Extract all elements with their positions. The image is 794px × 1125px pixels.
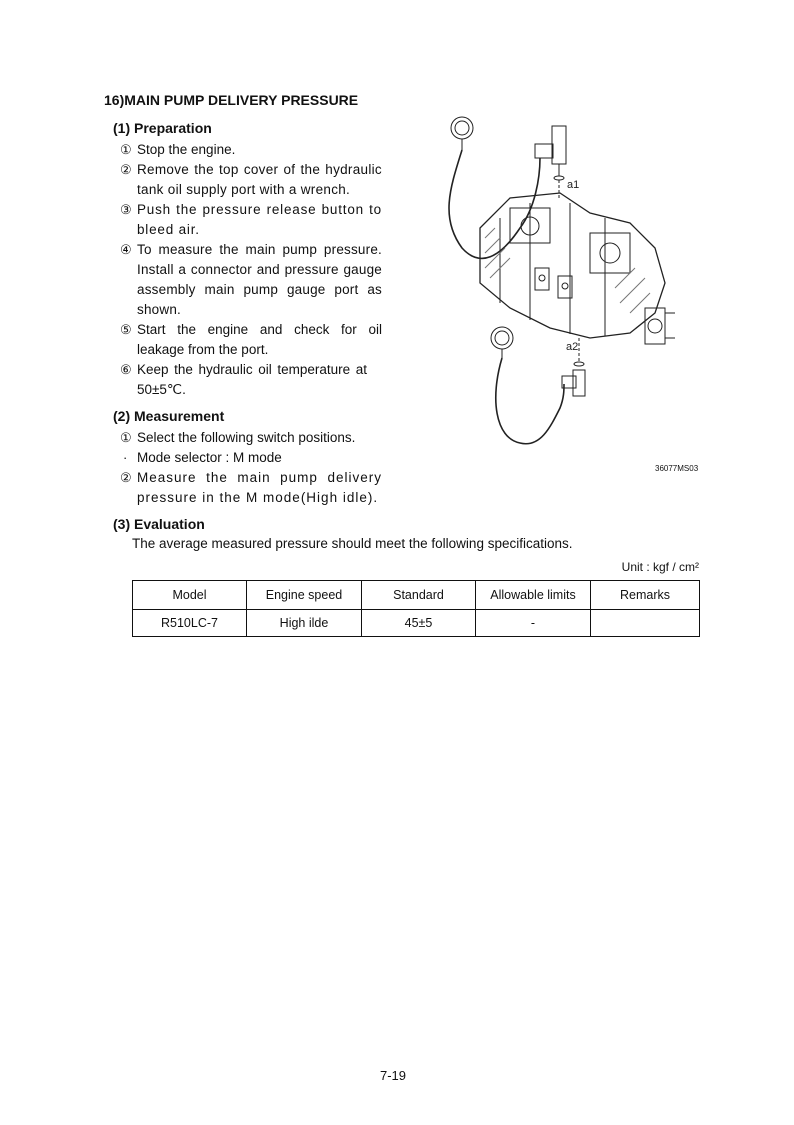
spec-table	[132, 580, 700, 637]
header-engine-speed: Engine speed	[247, 581, 362, 610]
prep-step-5	[120, 320, 382, 360]
step-number: ②	[120, 470, 132, 485]
table-row	[133, 610, 700, 637]
section-heading: 16)MAIN PUMP DELIVERY PRESSURE	[104, 92, 359, 108]
cell-model: R510LC-7	[133, 610, 247, 637]
prep-step-4	[120, 240, 382, 320]
pump-diagram	[440, 108, 700, 458]
bullet: ·	[123, 450, 128, 465]
cell-standard: 45±5	[362, 610, 476, 637]
header-standard: Standard	[362, 581, 476, 610]
step-number: ④	[120, 242, 132, 257]
prep-step-3	[120, 200, 382, 240]
preparation-title: (1) Preparation	[113, 120, 212, 136]
prep-step-6	[120, 360, 382, 400]
step-text: Measure the main pump delivery pressure in the M mode(High idle).	[137, 470, 382, 505]
step-text: To measure the main pump pressure. Install a connector and pressure gauge assembly main pump gauge port as shown.	[137, 242, 382, 317]
cell-allowable-limits: -	[476, 610, 591, 637]
bottom-gauge-icon	[491, 327, 513, 349]
cell-remarks	[591, 610, 700, 637]
step-number: ⑤	[120, 322, 132, 337]
meas-step-1	[120, 428, 382, 448]
step-text: Remove the top cover of the hydraulic tank oil supply port with a wrench.	[137, 162, 382, 197]
step-number: ②	[120, 162, 132, 177]
step-number: ⑥	[120, 362, 132, 377]
label-a1: a1	[567, 179, 580, 191]
prep-step-2	[120, 160, 382, 200]
header-model: Model	[133, 581, 247, 610]
step-text: Keep the hydraulic oil temperature at 50±5℃.	[137, 362, 367, 397]
step-text: Stop the engine.	[137, 142, 236, 157]
step-number: ①	[120, 430, 132, 445]
label-a2: a2	[566, 341, 579, 353]
measurement-title: (2) Measurement	[113, 408, 225, 424]
cell-engine-speed: High ilde	[247, 610, 362, 637]
unit-label: Unit : kgf / cm²	[621, 560, 699, 574]
evaluation-title: (3) Evaluation	[113, 516, 205, 532]
step-number: ①	[120, 142, 132, 157]
step-text: Select the following switch positions.	[137, 430, 356, 445]
figure-caption: 36077MS03	[655, 464, 699, 473]
header-allowable-limits: Allowable limits	[476, 581, 591, 610]
meas-step-bullet	[120, 448, 382, 468]
header-remarks: Remarks	[591, 581, 700, 610]
step-number: ③	[120, 202, 132, 217]
prep-step-1	[120, 140, 382, 160]
table-header-row	[133, 581, 700, 610]
meas-step-2	[120, 468, 382, 508]
step-text: Mode selector : M mode	[137, 450, 282, 465]
evaluation-text: The average measured pressure should meet the following specifications.	[132, 536, 573, 551]
top-gauge-icon	[451, 117, 473, 139]
step-text: Push the pressure release button to bleed air.	[137, 202, 382, 237]
page-number: 7-19	[380, 1068, 407, 1083]
step-text: Start the engine and check for oil leakage from the port.	[137, 322, 382, 357]
